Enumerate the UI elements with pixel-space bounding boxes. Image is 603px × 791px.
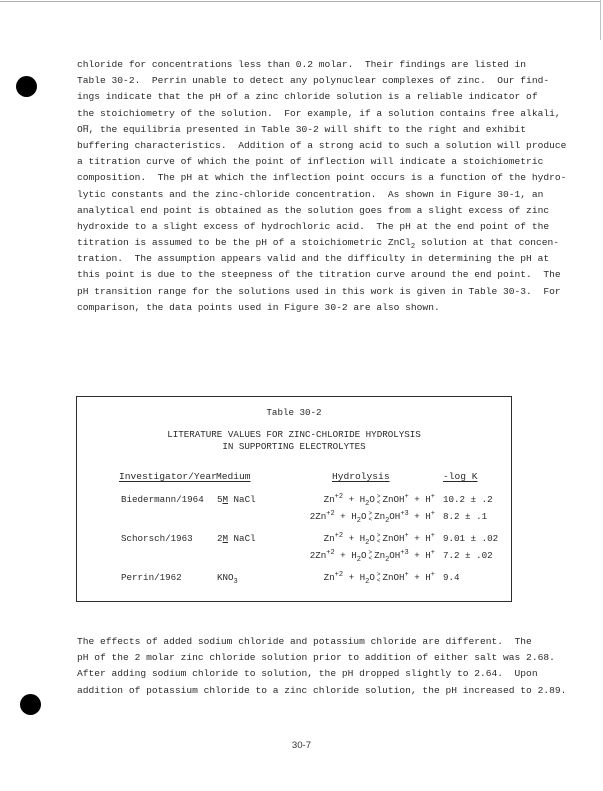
charge: + [430,510,435,518]
species: 2Zn [309,511,327,522]
charge: + [430,549,435,557]
cell-investigator: Biedermann/1964 [121,494,204,505]
equilibrium-arrow-icon [368,550,372,562]
text-line: addition of potassium chloride to a zinc chloride solution, the pH increased to 2.89. [77,684,567,696]
column-header-medium: Medium [216,471,251,482]
cell-log-k: 9.01 ± .02 [443,533,499,544]
cell-medium [217,571,238,585]
punch-hole-bottom [20,694,41,715]
text-line: a titration curve of which the point of inflection will indicate a stoichiometric [77,156,544,168]
arrow-bottom: < [376,537,381,545]
equilibrium-arrow-icon [377,572,381,584]
subscript: 2 [365,500,370,508]
page-top-edge [0,1,600,2]
text-line [77,235,560,252]
punch-hole-top [16,76,37,97]
cell-reaction [273,510,435,524]
charge: + [430,493,435,501]
arrow-top: > [376,570,381,578]
paragraph-body-1 [77,57,567,316]
species: OH [389,511,401,522]
table-title-line-1: LITERATURE VALUES FOR ZINC-CHLORIDE HYDROLYSIS [167,429,421,440]
charge: +3 [400,510,409,518]
table-30-2 [76,396,512,602]
medium-num: KNO [217,572,234,583]
arrow-bottom: < [376,576,381,584]
subscript: 2 [365,539,370,547]
text-line: hydroxide to a slight excess of hydrochloric acid. The pH at the end point of the [77,220,550,232]
charge: +2 [334,493,344,501]
text-line: this point is due to the steepness of the titration curve around the end point. The [77,269,561,281]
text-line: lytic constants and the zinc-chloride concentration. As shown in Figure 30-1, an [77,188,544,200]
text-line: chloride for concentrations less than 0.2 molar. Their findings are listed in [77,59,527,70]
cell-investigator: Perrin/1962 [121,572,182,583]
subscript: 2 [410,243,416,252]
arrow-top: > [368,548,373,556]
arrow-bottom: < [368,515,373,523]
charge: +2 [334,571,344,579]
text-line: the stoichiometry of the solution. For example, if a solution contains free alkali, [77,107,561,119]
species: ZnOH [382,533,405,544]
cell-reaction [273,532,435,546]
paragraph-body-2 [77,634,567,699]
text-fragment: titration is assumed to be the pH of a stoichiometric ZnCl [77,237,411,249]
subscript: 2 [365,578,370,586]
charge: +2 [326,549,335,557]
species: + H [334,511,357,522]
species: + H [408,533,431,544]
species: Zn [374,550,386,561]
species: O [369,494,375,505]
species: + H [343,572,366,583]
text-line: After adding sodium chloride to solution, the pH dropped slightly to 2.64. Upon [77,668,538,680]
subscript: 2 [356,517,361,525]
cell-reaction [273,549,435,563]
cell-log-k: 9.4 [443,572,460,583]
species: OH [389,550,401,561]
text-line: ings indicate that the pH of a zinc chloride solution is a reliable indicator of [77,91,538,103]
arrow-top: > [368,509,373,517]
arrow-top: > [376,492,381,500]
medium-salt: NaCl [228,533,256,544]
text-line: pH transition range for the solutions used in this work is given in Table 30-3. For [77,285,561,297]
cell-reaction [273,493,435,507]
column-header-investigator: Investigator/Year [119,471,217,482]
charge: + [404,571,409,579]
text-line: comparison, the data points used in Figure 30-2 are also shown. [77,301,440,313]
charge: + [404,532,409,540]
species: 2Zn [309,550,327,561]
medium-unit: M [222,494,229,505]
species: Zn [323,533,335,544]
medium-num: 2 [217,533,223,544]
equilibrium-arrow-icon [368,511,372,523]
species: O [369,533,375,544]
charge: +3 [400,549,409,557]
species: O [360,550,367,561]
text-line: OH̅, the equilibria presented in Table 30-2 will shift to the right and exhibit [77,123,527,135]
cell-log-k: 8.2 ± .1 [443,511,488,522]
arrow-bottom: < [368,554,373,562]
cell-reaction [273,571,435,585]
species: Zn [323,572,335,583]
text-line: tration. The assumption appears valid and the difficulty in determining the pH at [77,253,550,265]
text-line: buffering characteristics. Addition of a strong acid to such a solution will produce [77,139,567,151]
species: + H [343,533,366,544]
table-title [77,429,511,453]
cell-medium [217,493,256,507]
cell-log-k: 7.2 ± .02 [443,550,493,561]
text-line: pH of the 2 molar zinc chloride solution prior to addition of either salt was 2.68. [77,652,555,664]
charge: +2 [334,532,344,540]
species: Zn [323,494,335,505]
species: O [360,511,367,522]
subscript: 2 [385,556,390,564]
charge: +2 [326,510,335,518]
medium-num: 5 [217,494,223,505]
species: ZnOH [382,494,405,505]
species: Zn [374,511,386,522]
equilibrium-arrow-icon [377,494,381,506]
text-line: composition. The pH at which the inflection point occurs is a function of the hydro- [77,172,567,184]
cell-log-k: 10.2 ± .2 [443,494,493,505]
medium-unit: M [222,533,229,544]
page-number: 30-7 [291,740,312,751]
column-header-hydrolysis: Hydrolysis [332,471,390,482]
species: + H [408,572,431,583]
subscript: 2 [385,517,390,525]
species: + H [334,550,357,561]
species: + H [408,550,431,561]
species: + H [343,494,366,505]
text-fragment: solution at that concen- [415,237,560,249]
column-header-log-k: -log K [443,471,478,482]
species: + H [408,494,431,505]
species: O [369,572,375,583]
arrow-bottom: < [376,498,381,506]
table-title-line-2: IN SUPPORTING ELECTROLYTES [222,441,366,452]
charge: + [404,493,409,501]
equilibrium-arrow-icon [377,533,381,545]
cell-investigator: Schorsch/1963 [121,533,193,544]
arrow-top: > [376,531,381,539]
subscript: 2 [356,556,361,564]
text-line: analytical end point is obtained as the solution goes from a slight excess of zinc [77,204,550,216]
charge: + [430,532,435,540]
subscript: 3 [233,578,238,586]
text-line: Table 30-2. Perrin unable to detect any polynuclear complexes of zinc. Our find- [77,75,550,87]
text-line: The effects of added sodium chloride and potassium chloride are different. The [77,636,532,647]
table-number: Table 30-2 [266,407,322,418]
species: + H [408,511,431,522]
medium-salt: NaCl [228,494,256,505]
species: ZnOH [382,572,405,583]
page-right-edge [600,0,601,40]
charge: + [430,571,435,579]
cell-medium [217,532,256,546]
